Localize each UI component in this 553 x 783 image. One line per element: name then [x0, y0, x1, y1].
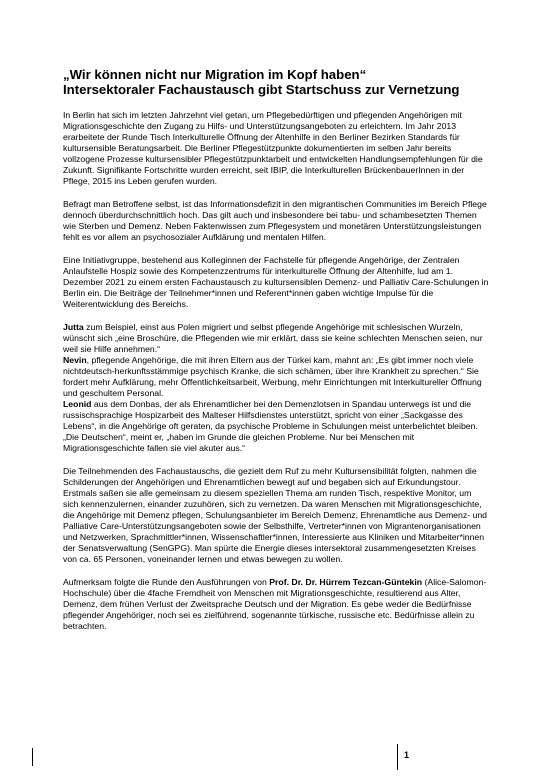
title-line-2: Intersektoraler Fachaustausch gibt Startschuss zur Vernetzung — [63, 82, 460, 97]
leonid-quote: aus dem Donbas, der als Ehrenamtlicher bei den Demenzlotsen in Spandau unterwegs ist und die russischsprachige Hospizarbeit des Malteser Hilfsdienstes unterstützt, spricht von einer „Sackgasse des Lebens“, in die Angehörige oft geraten, da psychische Probleme in Schulungen meist unterbelichtet bleiben. „Die Deutschen“, meint er, „haben im Grunde die gleichen Probleme. Nur bei Menschen mit Migrationsgeschichte fallen sie viel akuter aus.“ — [63, 399, 478, 453]
paragraph-information-deficit: Befragt man Betroffene selbst, ist das Informationsdefizit in den migrantischen Communities im Bereich Pflege dennoch überdurchschnittlich hoch. Das gilt auch und insbesondere bei tabu- und schambesetzten Themen wie Sterben und Demenz. Neben Faktenwissen zum Pflegesystem und monetären Unterstützungsleistungen fehlt es vor allem an psychosozialer Aufklärung und mentalen Hilfen. — [63, 199, 487, 242]
paragraph-lecture — [63, 577, 489, 632]
paragraph-intro: In Berlin hat sich im letzten Jahrzehnt viel getan, um Pflegebedürftigen und pflegenden Angehörigen mit Migrationsgeschichte den Zugang zu Hilfs- und Unterstützungsangeboten zu erleichtern. Im Jahr 2013 erarbeitete der Runde Tisch Interkulturelle Öffnung der Altenhilfe in den Berliner Bezirken Standards für kultursensible Beratungsarbeit. Die Berliner Pflegestützpunkte dokumentierten im selben Jahr bereits vollzogene Prozesse kultursensibler Pflegestützpunktarbeit und entwickelten Handlungsempfehlungen für die Zukunft. Signifikante Fortschritte wurden erreicht, seit IBIP, die Interkulturellen BrückenbauerInnen in der Pflege, 2015 ins Leben gerufen wurden. — [63, 110, 483, 186]
footer-divider — [397, 744, 398, 770]
lecture-text: (Alice-Salomon-Hochschule) über die 4fache Fremdheit von Menschen mit Migrationsgeschichte, resultierend aus Alter, Demenz, dem frühen Verlust der Zweitsprache Deutsch und der Migration. Es gebe weder die Bedürfnisse pflegender Angehöriger, noch sei es zielführend, sogenannte türkische, russische etc. Bedürfnisse allein zu betrachten. — [63, 577, 487, 631]
paragraph-participants: Die Teilnehmenden des Fachaustauschs, die gezielt dem Ruf zu mehr Kultursensibilität folgten, nahmen die Schilderungen der Angehörigen und Ehrenamtlichen bewegt auf und begaben sich auf Erkundungstour. Erstmals saßen sie alle gemeinsam zu diesem speziellen Thema am runden Tisch, respektive Monitor, um sich kennenzulernen, einander zuzuhören, sich zu vernetzen. Da waren Menschen mit Migrationsgeschichte, die Angehörige mit Demenz pflegen, Schulungsanbieter im Bereich Demenz, Ehrenamtliche aus Demenz- und Palliative Care-Unterstützungsangeboten sowie der Selbsthilfe, Vertreter*innen von Migrantenorganisationen und Netzwerken, Sprachmittler*innen, Wissenschaftler*innen, Interessierte aus Kliniken und Mitarbeiter*innen der Senatsverwaltung (SenGPG). Man spürte die Energie dieses intersektoral zusammengesetzten Kreises von ca. 65 Personen, voneinander lernen und etwas bewegen zu wollen. — [63, 466, 487, 564]
speaker-jutta: Jutta — [63, 322, 84, 332]
speaker-tezcan-guentekin: Prof. Dr. Dr. Hürrem Tezcan-Güntekin — [269, 577, 423, 587]
title-line-1: „Wir können nicht nur Migration im Kopf haben“ — [63, 67, 367, 82]
paragraph-testimonials — [63, 322, 489, 454]
lecture-intro: Aufmerksam folgte die Runde den Ausführungen von — [63, 577, 270, 587]
article-title — [63, 67, 503, 97]
nevin-quote: , pflegende Angehörige, die mit ihren Eltern aus der Türkei kam, mahnt an: „Es gibt immer noch viele nichtdeutsch-herkunftsstämmige psychisch Kranke, die sich schämen, über ihre Krankheit zu sprechen.“ Sie fordert mehr Aufklärung, mehr Öffentlichkeitsarbeit, Werbung, mehr Einrichtungen mit Interkultureller Öffnung und geschultem Personal. — [63, 355, 482, 398]
speaker-nevin: Nevin — [63, 355, 87, 365]
speaker-leonid: Leonid — [63, 399, 92, 409]
text-cursor-marker — [32, 748, 33, 766]
jutta-quote: zum Beispiel, einst aus Polen migriert und selbst pflegende Angehörige mit schlesischen Wurzeln, wünscht sich „eine Broschüre, die Pflegenden wie mir erklärt, dass sie keine schlechten Menschen seien, nur weil sie Hilfe annehmen.“ — [63, 322, 483, 354]
page-number: 1 — [404, 750, 410, 760]
article-body — [63, 110, 489, 644]
paragraph-initiative: Eine Initiativgruppe, bestehend aus Kolleginnen der Fachstelle für pflegende Angehörige, der Zentralen Anlaufstelle Hospiz sowie des Kompetenzzentrums für interkulturelle Öffnung der Altenhilfe, lud am 1. Dezember 2021 zu einem ersten Fachaustausch zu kultursensiblen Demenz- und Palliativ Care-Schulungen in Berlin ein. Die Beiträge der Teilnehmer*innen und Referent*innen gaben wichtige Impulse für die Weiterentwicklung des Bereichs. — [63, 255, 489, 309]
